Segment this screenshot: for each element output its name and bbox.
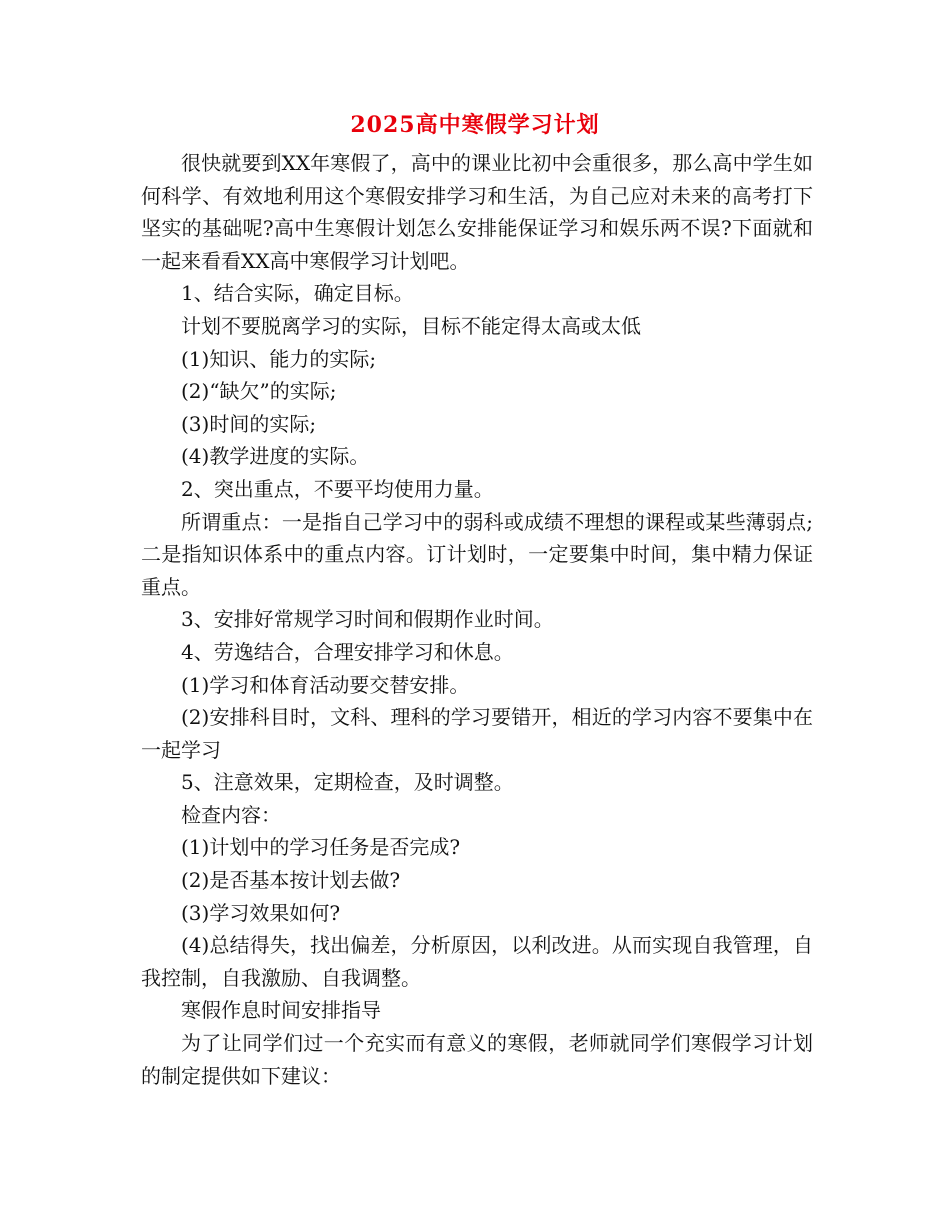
- list-item: (1)学习和体育活动要交替安排。: [181, 672, 470, 697]
- paragraph-heading-4: 4、劳逸结合，合理安排学习和休息。: [181, 639, 514, 664]
- list-item: (4)总结得失，找出偏差，分析原因，以利改进。从而实现自我管理，自我控制，自我激励、自我调整。: [141, 933, 813, 990]
- list-item: (1)计划中的学习任务是否完成?: [181, 835, 461, 860]
- paragraph-heading-3: 3、安排好常规学习时间和假期作业时间。: [181, 607, 554, 632]
- paragraph: 计划不要脱离学习的实际，目标不能定得太高或太低: [181, 313, 641, 338]
- paragraph: 检查内容：: [181, 802, 281, 827]
- list-item: (2)是否基本按计划去做?: [181, 868, 401, 893]
- list-item: (1)知识、能力的实际;: [181, 346, 377, 371]
- list-item: (4)教学进度的实际。: [181, 444, 370, 469]
- paragraph-section-heading: 寒假作息时间安排指导: [181, 998, 381, 1023]
- document-title: 2025高中寒假学习计划: [350, 112, 600, 138]
- list-item: (2)“缺欠”的实际;: [181, 379, 337, 404]
- list-item: (2)安排科目时，文科、理科的学习要错开，相近的学习内容不要集中在一起学习: [141, 705, 813, 762]
- list-item: (3)学习效果如何?: [181, 900, 341, 925]
- list-item: (3)时间的实际;: [181, 411, 317, 436]
- paragraph: 所谓重点：一是指自己学习中的弱科或成绩不理想的课程或某些薄弱点;二是指知识体系中的重点内容。订计划时，一定要集中时间，集中精力保证重点。: [141, 509, 813, 599]
- document-body: [141, 147, 813, 1092]
- paragraph-heading-1: 1、结合实际，确定目标。: [181, 281, 414, 306]
- paragraph-intro: 很快就要到XX年寒假了，高中的课业比初中会重很多，那么高中学生如何科学、有效地利用这个寒假安排学习和生活，为自己应对未来的高考打下坚实的基础呢?高中生寒假计划怎么安排能保证学习和娱乐两不误?下面就和一起来看看XX高中寒假学习计划吧。: [141, 151, 813, 273]
- paragraph-heading-2: 2、突出重点，不要平均使用力量。: [181, 476, 494, 501]
- paragraph: 为了让同学们过一个充实而有意义的寒假，老师就同学们寒假学习计划的制定提供如下建议：: [141, 1031, 813, 1088]
- paragraph-heading-5: 5、注意效果，定期检查，及时调整。: [181, 770, 514, 795]
